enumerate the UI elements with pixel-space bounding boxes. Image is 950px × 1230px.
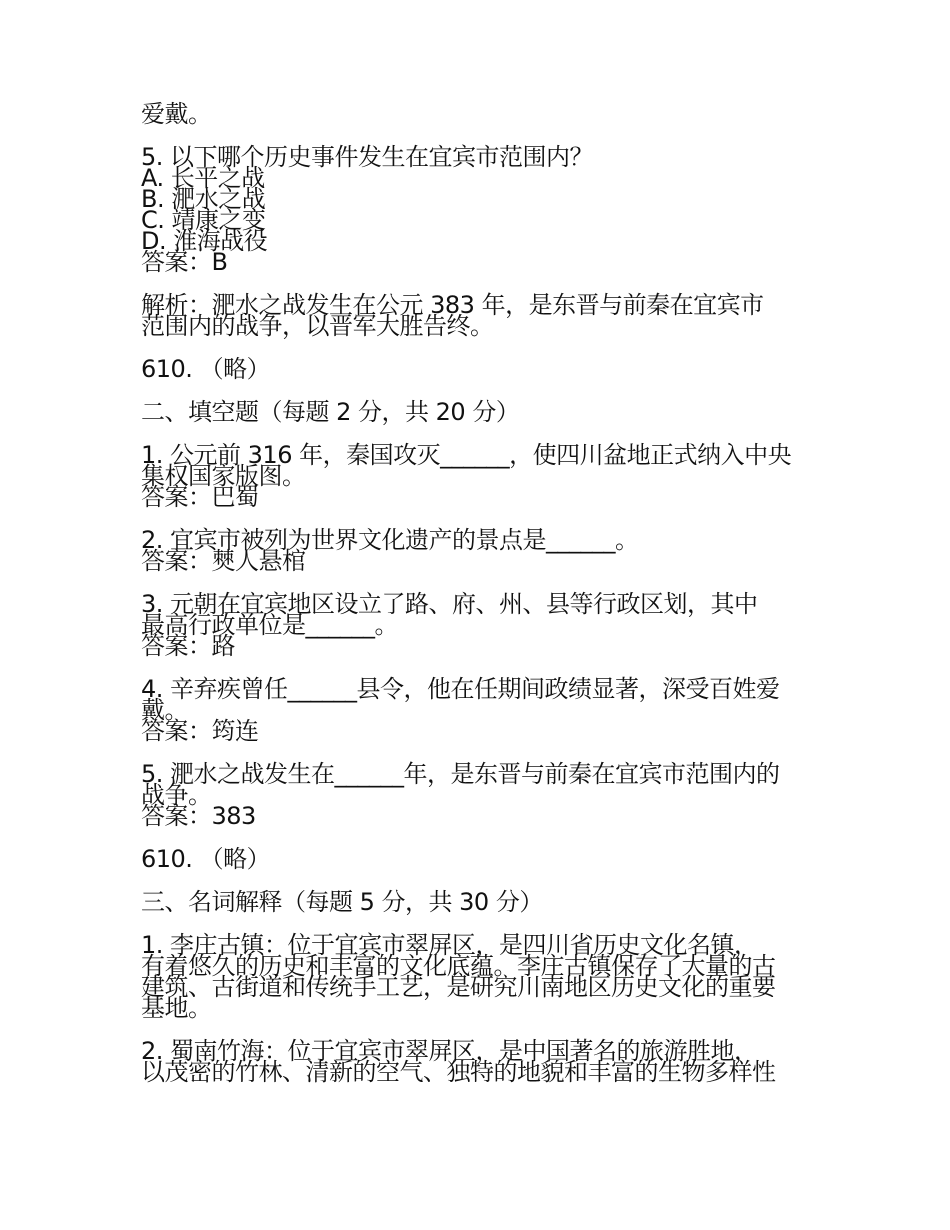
text-line: 2. 蜀南竹海：位于宜宾市翠屏区，是中国著名的旅游胜地， xyxy=(141,1037,758,1065)
text-line: B. 淝水之战 xyxy=(141,185,266,213)
text-line: 有着悠久的历史和丰富的文化底蕴。李庄古镇保存了大量的古 xyxy=(141,952,776,980)
text-line: 610. （略） xyxy=(141,355,271,383)
text-line: 610. （略） xyxy=(141,845,271,873)
text-line: 答案：B xyxy=(141,248,228,276)
text-line: 戴。 xyxy=(141,696,188,724)
text-line: 爱戴。 xyxy=(141,100,212,128)
document-body xyxy=(141,100,813,1086)
text-line: 答案：巴蜀 xyxy=(141,483,259,511)
text-line: 5. 淝水之战发生在______年，是东晋与前秦在宜宾市范围内的 xyxy=(141,760,780,788)
text-line: 2. 宜宾市被列为世界文化遗产的景点是______。 xyxy=(141,526,639,554)
text-line: 1. 李庄古镇：位于宜宾市翠屏区，是四川省历史文化名镇， xyxy=(141,931,758,959)
text-line: 3. 元朝在宜宾地区设立了路、府、州、县等行政区划，其中 xyxy=(141,590,758,618)
text-line: 二、填空题（每题 2 分，共 20 分） xyxy=(141,398,520,426)
text-line: C. 靖康之变 xyxy=(141,206,266,234)
text-line: 答案：筠连 xyxy=(141,717,259,745)
text-line: D. 淮海战役 xyxy=(141,227,268,255)
text-line: 解析：淝水之战发生在公元 383 年，是东晋与前秦在宜宾市 xyxy=(141,291,764,319)
text-line: 1. 公元前 316 年，秦国攻灭______，使四川盆地正式纳入中央 xyxy=(141,441,792,469)
text-line: 战争。 xyxy=(141,781,212,809)
text-line: 答案：僰人悬棺 xyxy=(141,547,306,575)
text-line: 三、名词解释（每题 5 分，共 30 分） xyxy=(141,888,543,916)
text-line: A. 长平之战 xyxy=(141,164,265,192)
text-line: 答案：路 xyxy=(141,632,235,660)
text-line: 5. 以下哪个历史事件发生在宜宾市范围内？ xyxy=(141,143,594,171)
text-line: 答案：383 xyxy=(141,802,256,830)
text-line: 最高行政单位是______。 xyxy=(141,611,398,639)
text-line: 以茂密的竹林、清新的空气、独特的地貌和丰富的生物多样性 xyxy=(141,1058,776,1086)
text-line: 集权国家版图。 xyxy=(141,462,306,490)
text-line: 建筑、古街道和传统手工艺，是研究川南地区历史文化的重要 xyxy=(141,973,776,1001)
text-line: 4. 辛弃疾曾任______县令，他在任期间政绩显著，深受百姓爱 xyxy=(141,675,780,703)
text-line: 范围内的战争，以晋军大胜告终。 xyxy=(141,312,494,340)
text-line: 基地。 xyxy=(141,994,212,1022)
